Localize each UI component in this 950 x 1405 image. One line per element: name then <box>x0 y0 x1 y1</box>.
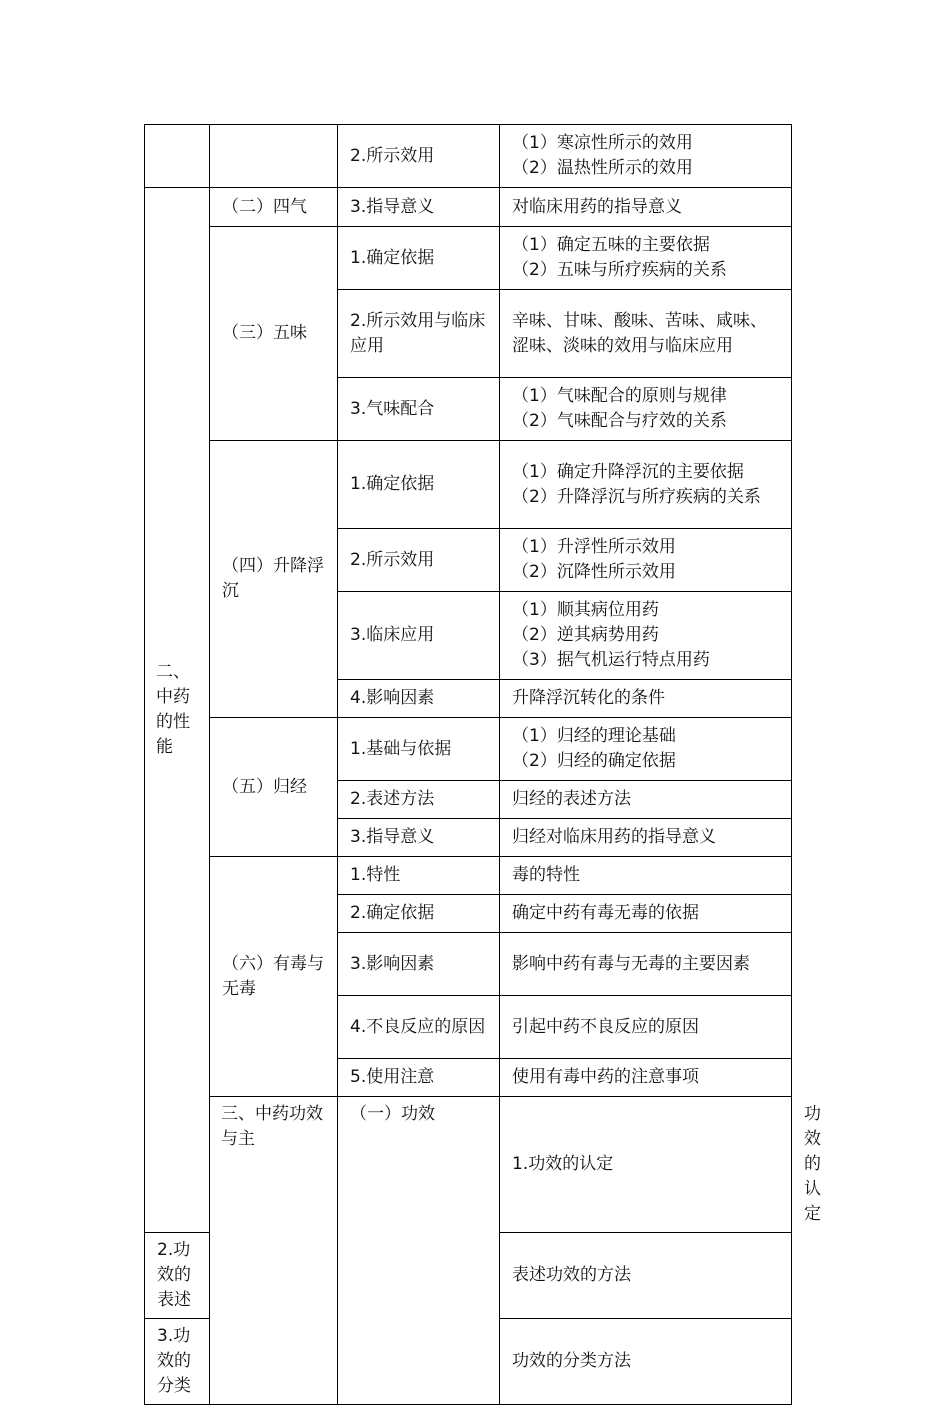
detail-cell <box>500 1059 792 1097</box>
topic-cell: 5.使用注意 <box>338 1059 500 1097</box>
subsection-cell: （五）归经 <box>210 718 338 857</box>
detail-cell <box>500 592 792 680</box>
detail-line: （2）温热性所示的效用 <box>512 158 693 178</box>
topic-cell: 3.气味配合 <box>338 378 500 441</box>
detail-cell <box>500 1233 792 1319</box>
table-row <box>145 188 792 227</box>
topic-cell: 1.特性 <box>338 857 500 895</box>
detail-line: 功效的分类方法 <box>512 1351 631 1371</box>
detail-cell <box>500 529 792 592</box>
topic-cell: 3.影响因素 <box>338 933 500 996</box>
detail-cell <box>500 857 792 895</box>
table-row <box>145 227 792 290</box>
detail-line: （1）寒凉性所示的效用 <box>512 133 693 153</box>
detail-cell <box>500 227 792 290</box>
detail-line: （2）气味配合与疗效的关系 <box>512 411 727 431</box>
detail-cell <box>500 781 792 819</box>
topic-cell: 2.确定依据 <box>338 895 500 933</box>
subsection-cell: （一）功效 <box>338 1097 500 1405</box>
detail-line: 对临床用药的指导意义 <box>512 196 682 217</box>
topic-cell: 3.功效的分类 <box>145 1319 210 1405</box>
table-row <box>145 125 792 188</box>
detail-line: （2）五味与所疗疾病的关系 <box>512 260 727 280</box>
detail-line: （2）沉降性所示效用 <box>512 562 676 582</box>
detail-line: （1）确定五味的主要依据 <box>512 235 710 255</box>
section-cell: 三、中药功效与主 <box>210 1097 338 1405</box>
detail-line: （2）升降浮沉与所疗疾病的关系 <box>512 486 761 507</box>
detail-cell <box>500 378 792 441</box>
detail-cell <box>500 441 792 529</box>
topic-cell: 4.影响因素 <box>338 680 500 718</box>
detail-line: （3）据气机运行特点用药 <box>512 650 710 670</box>
subsection-cell <box>210 125 338 188</box>
topic-cell: 2.所示效用 <box>338 125 500 188</box>
topic-cell: 1.功效的认定 <box>500 1097 792 1233</box>
detail-line: （2）归经的确定依据 <box>512 751 676 771</box>
table-row <box>145 441 792 529</box>
detail-line: （2）逆其病势用药 <box>512 625 659 645</box>
topic-cell: 1.基础与依据 <box>338 718 500 781</box>
detail-cell <box>500 718 792 781</box>
detail-line: 归经对临床用药的指导意义 <box>512 827 716 847</box>
detail-line: （1）确定升降浮沉的主要依据 <box>512 461 744 482</box>
topic-cell: 2.所示效用 <box>338 529 500 592</box>
detail-cell <box>500 996 792 1059</box>
detail-line: 引起中药不良反应的原因 <box>512 1016 699 1037</box>
detail-cell <box>500 933 792 996</box>
detail-line: 升降浮沉转化的条件 <box>512 688 665 708</box>
table-row: 三、中药功效与主 （一）功效 1.功效的认定 功效的认定 <box>145 1097 792 1233</box>
topic-cell: 3.指导意义 <box>338 819 500 857</box>
detail-line: 毒的特性 <box>512 865 580 885</box>
detail-cell <box>500 819 792 857</box>
section-cell <box>145 125 210 188</box>
topic-cell: 2.表述方法 <box>338 781 500 819</box>
detail-cell <box>500 895 792 933</box>
detail-cell <box>500 680 792 718</box>
detail-cell <box>500 188 792 227</box>
detail-line: （1）归经的理论基础 <box>512 726 676 746</box>
detail-line: 表述功效的方法 <box>512 1265 631 1285</box>
detail-line: （1）气味配合的原则与规律 <box>512 386 727 406</box>
detail-cell <box>500 1319 792 1405</box>
topic-cell: 1.确定依据 <box>338 227 500 290</box>
detail-line: 影响中药有毒与无毒的主要因素 <box>512 953 750 974</box>
table-row <box>145 718 792 781</box>
detail-line: 辛味、甘味、酸味、苦味、咸味、涩味、淡味的效用与临床应用 <box>512 310 767 356</box>
syllabus-table <box>144 124 821 1405</box>
subsection-cell: （三）五味 <box>210 227 338 441</box>
table-row <box>145 857 792 895</box>
detail-line: 归经的表述方法 <box>512 789 631 809</box>
subsection-cell: （六）有毒与无毒 <box>210 857 338 1097</box>
detail-line: （1）顺其病位用药 <box>512 600 659 620</box>
topic-cell: 1.确定依据 <box>338 441 500 529</box>
detail-line: 使用有毒中药的注意事项 <box>512 1067 699 1087</box>
section-cell: 二、中药的性能 <box>145 188 210 1233</box>
topic-cell: 2.所示效用与临床应用 <box>338 290 500 378</box>
topic-cell: 3.指导意义 <box>338 188 500 227</box>
topic-cell: 4.不良反应的原因 <box>338 996 500 1059</box>
detail-line: （1）升浮性所示效用 <box>512 537 676 557</box>
topic-cell: 2.功效的表述 <box>145 1233 210 1319</box>
topic-cell: 3.临床应用 <box>338 592 500 680</box>
detail-cell <box>500 290 792 378</box>
detail-line: 确定中药有毒无毒的依据 <box>512 903 699 923</box>
subsection-cell: （四）升降浮沉 <box>210 441 338 718</box>
subsection-cell: （二）四气 <box>210 188 338 227</box>
detail-cell <box>500 125 792 188</box>
